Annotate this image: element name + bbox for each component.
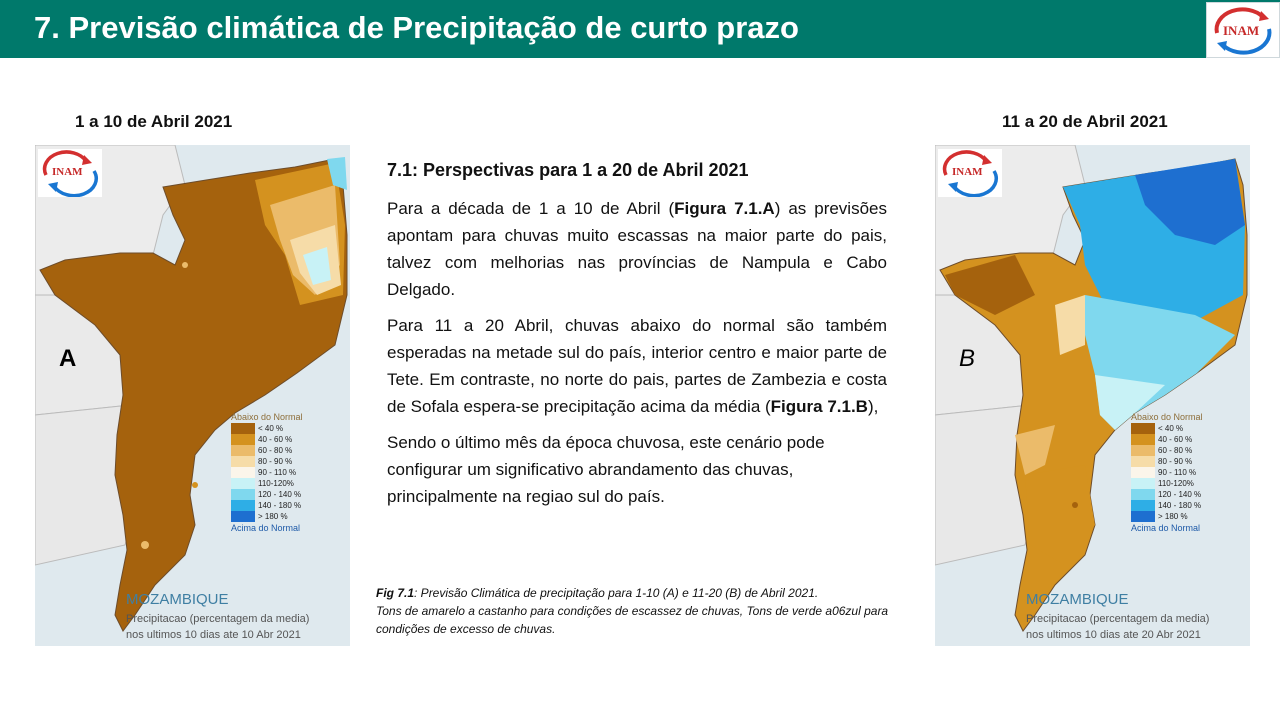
legend-bottom-label: Acima do Normal bbox=[1131, 523, 1201, 533]
map-a-country: MOZAMBIQUE bbox=[126, 591, 229, 608]
map-panel-b bbox=[935, 145, 1250, 646]
legend-top-label: Abaixo do Normal bbox=[1131, 412, 1203, 422]
map-b-logo bbox=[938, 149, 1002, 197]
map-a-subtitle-line2: nos ultimos 10 dias ate 10 Abr 2021 bbox=[126, 629, 301, 641]
map-a-period-label: 1 a 10 de Abril 2021 bbox=[75, 112, 233, 131]
forecast-text-block bbox=[387, 160, 887, 519]
legend-item: > 180 % bbox=[1131, 511, 1246, 522]
map-panel-a bbox=[35, 145, 350, 646]
caption-label: Fig 7.1 bbox=[376, 586, 415, 600]
figure-caption bbox=[376, 584, 916, 638]
legend-item: 140 - 180 % bbox=[231, 500, 346, 511]
legend-item: 110-120% bbox=[1131, 478, 1246, 489]
map-a-subtitle-line1: Precipitacao (percentagem da media) bbox=[126, 613, 310, 625]
legend-item: > 180 % bbox=[231, 511, 346, 522]
legend-item: 60 - 80 % bbox=[231, 445, 346, 456]
map-b-image bbox=[935, 145, 1250, 646]
page-title: 7. Previsão climática de Precipitação de curto prazo bbox=[34, 10, 799, 45]
caption-line2: Tons de amarelo a castanho para condições de escassez de chuvas, Tons de verde a06zul para condições de excesso de chuvas. bbox=[376, 604, 889, 636]
legend-item: 110-120% bbox=[231, 478, 346, 489]
legend-top-label: Abaixo do Normal bbox=[231, 412, 303, 422]
legend-bottom-label: Acima do Normal bbox=[231, 523, 301, 533]
legend-item: < 40 % bbox=[1131, 423, 1246, 434]
map-a-logo-text: INAM bbox=[52, 166, 83, 178]
caption-line1: : Previsão Climática de precipitação para 1-10 (A) e 11-20 (B) de Abril 2021. bbox=[414, 586, 819, 600]
legend-item: 90 - 110 % bbox=[231, 467, 346, 478]
legend-item: 120 - 140 % bbox=[1131, 489, 1246, 500]
legend-item: < 40 % bbox=[231, 423, 346, 434]
figure-ref-b: Figura 7.1.B bbox=[770, 397, 868, 416]
map-b-letter: B bbox=[959, 345, 976, 372]
legend-item: 80 - 90 % bbox=[1131, 456, 1246, 467]
map-a-legend bbox=[231, 411, 346, 534]
map-b-subtitle-line2: nos ultimos 10 dias ate 20 Abr 2021 bbox=[1026, 629, 1201, 641]
inam-logo bbox=[1206, 2, 1280, 58]
legend-item: 40 - 60 % bbox=[231, 434, 346, 445]
map-b-period-label: 11 a 20 de Abril 2021 bbox=[1002, 112, 1168, 131]
paragraph-3: Sendo o último mês da época chuvosa, este cenário pode configurar um significativo abrandamento das chuvas, principalmente na regiao sul do país. bbox=[387, 433, 825, 506]
legend-item: 80 - 90 % bbox=[231, 456, 346, 467]
map-b-logo-text: INAM bbox=[952, 166, 983, 178]
paragraph-2: Para 11 a 20 Abril, chuvas abaixo do normal são também esperadas na metade sul do país, interior centro e maior parte de Tete. Em contraste, no norte do pais, partes de Zambezia e costa de Sofala espera-se precipitação acima da média (Figura 7.1.B), bbox=[387, 316, 887, 416]
legend-item: 120 - 140 % bbox=[231, 489, 346, 500]
map-b-subtitle-line1: Precipitacao (percentagem da media) bbox=[1026, 613, 1210, 625]
map-a-letter: A bbox=[59, 345, 77, 372]
map-b-legend bbox=[1131, 411, 1246, 534]
map-a-logo bbox=[38, 149, 102, 197]
legend-item: 90 - 110 % bbox=[1131, 467, 1246, 478]
figure-ref-a: Figura 7.1.A bbox=[674, 199, 775, 218]
logo-text: INAM bbox=[1223, 23, 1260, 38]
legend-item: 60 - 80 % bbox=[1131, 445, 1246, 456]
section-heading: 7.1: Perspectivas para 1 a 20 de Abril 2021 bbox=[387, 160, 749, 180]
map-a-image bbox=[35, 145, 350, 646]
legend-item: 40 - 60 % bbox=[1131, 434, 1246, 445]
paragraph-1: Para a década de 1 a 10 de Abril (Figura 7.1.A) as previsões apontam para chuvas muito escassas na maior parte do pais, talvez com melhorias nas províncias de Nampula e Cabo Delgado. bbox=[387, 199, 887, 299]
map-b-country: MOZAMBIQUE bbox=[1026, 591, 1129, 608]
legend-item: 140 - 180 % bbox=[1131, 500, 1246, 511]
header-bar bbox=[0, 0, 1280, 58]
